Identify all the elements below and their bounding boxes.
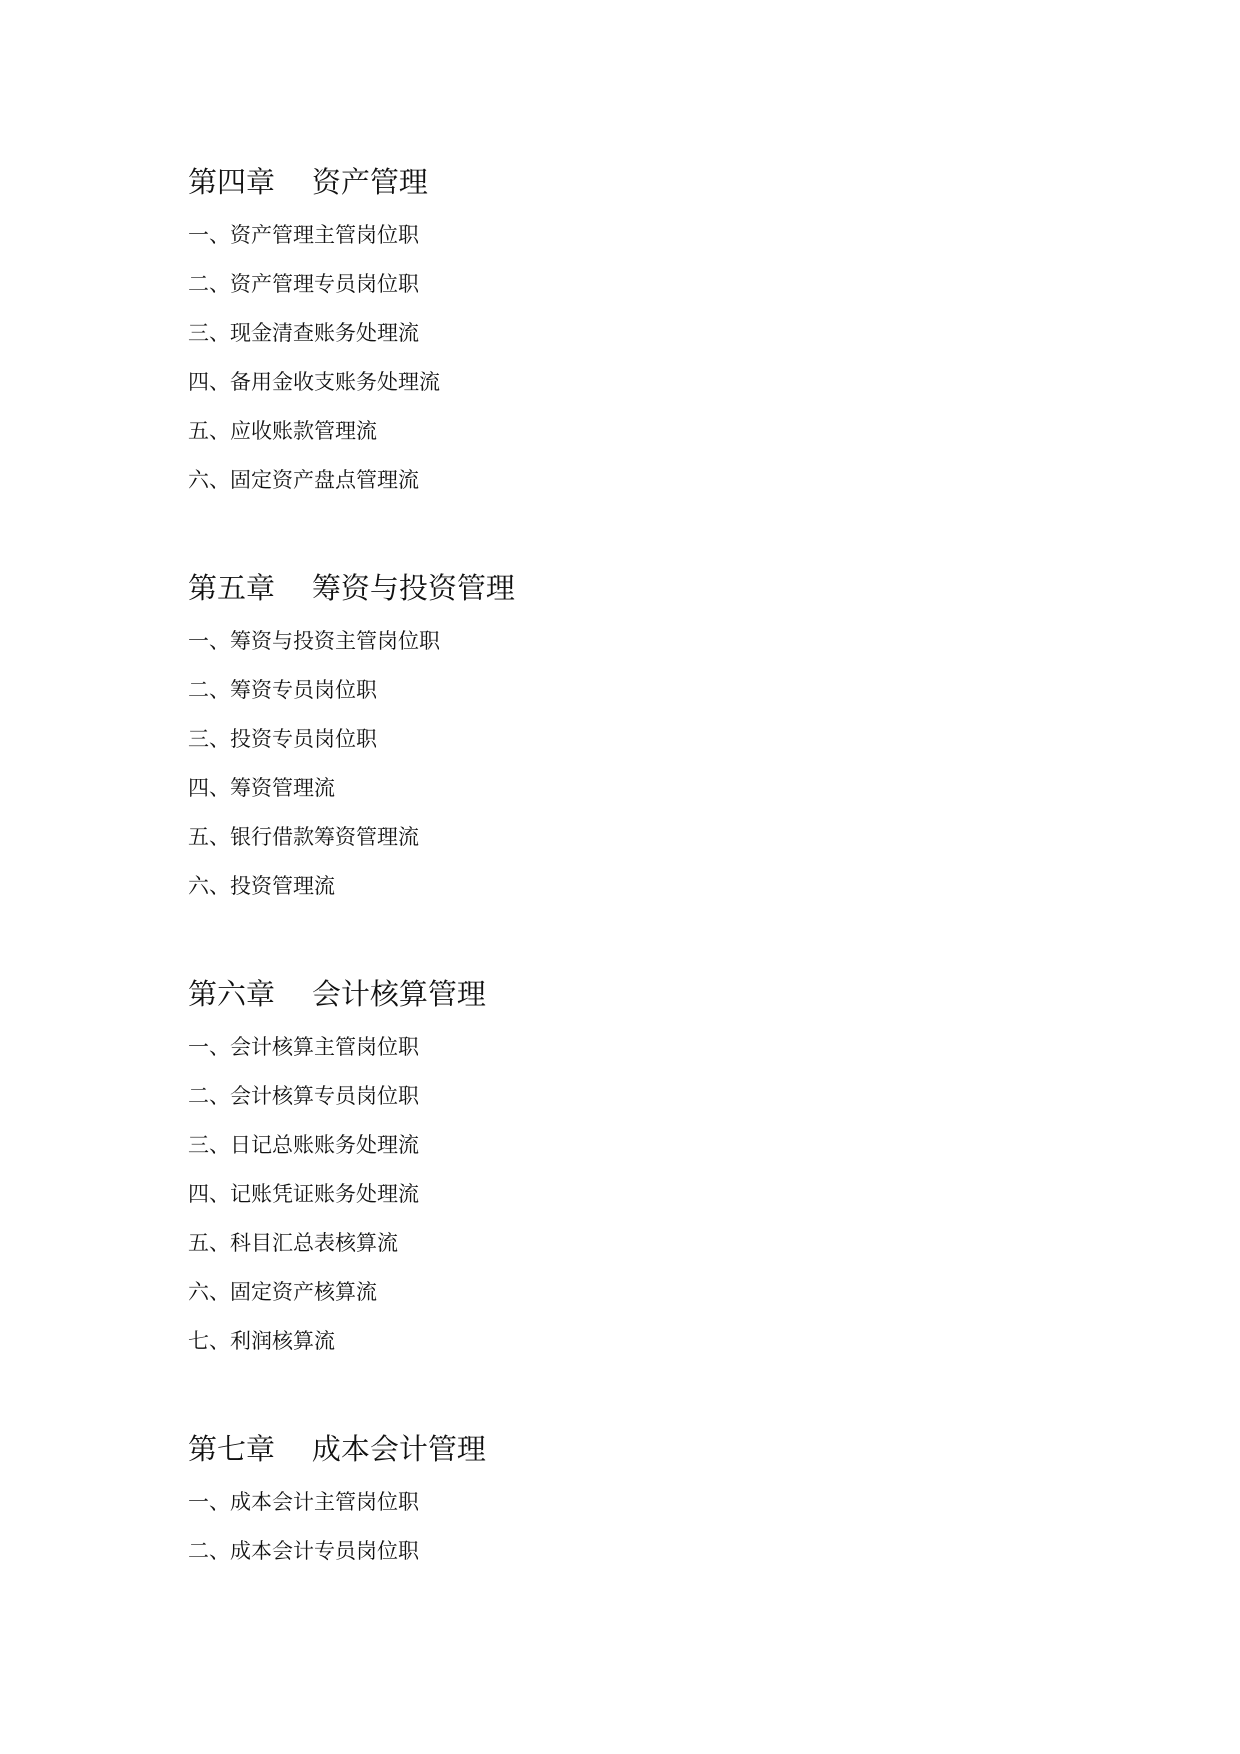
- item-number: 七、: [188, 1329, 230, 1353]
- chapter-item-list: [188, 627, 1088, 921]
- item-text: 记账凭证账务处理流: [230, 1182, 419, 1206]
- list-item: [188, 1180, 1088, 1229]
- item-number: 一、: [188, 1035, 230, 1059]
- item-number: 四、: [188, 1182, 230, 1206]
- item-number: 四、: [188, 776, 230, 800]
- item-number: 二、: [188, 1539, 230, 1563]
- chapter-title: 第四章 资产管理: [188, 165, 428, 199]
- item-number: 四、: [188, 370, 230, 394]
- item-text: 科目汇总表核算流: [230, 1231, 398, 1255]
- list-item: [188, 627, 1088, 676]
- item-text: 会计核算专员岗位职: [230, 1084, 419, 1108]
- item-text: 投资专员岗位职: [230, 727, 377, 751]
- chapter-item-list: [188, 221, 1088, 515]
- item-number: 一、: [188, 629, 230, 653]
- item-number: 三、: [188, 321, 230, 345]
- item-text: 筹资管理流: [230, 776, 335, 800]
- item-number: 五、: [188, 1231, 230, 1255]
- item-text: 成本会计主管岗位职: [230, 1490, 419, 1514]
- chapter-5: [188, 570, 1088, 921]
- item-number: 五、: [188, 419, 230, 443]
- list-item: [188, 319, 1088, 368]
- item-text: 投资管理流: [230, 874, 335, 898]
- item-number: 五、: [188, 825, 230, 849]
- item-text: 固定资产核算流: [230, 1280, 377, 1304]
- item-text: 筹资与投资主管岗位职: [230, 629, 440, 653]
- chapter-title: 第七章 成本会计管理: [188, 1432, 486, 1466]
- item-text: 筹资专员岗位职: [230, 678, 377, 702]
- list-item: [188, 1327, 1088, 1376]
- item-number: 六、: [188, 468, 230, 492]
- item-text: 备用金收支账务处理流: [230, 370, 440, 394]
- list-item: [188, 368, 1088, 417]
- list-item: [188, 1537, 1088, 1586]
- item-number: 三、: [188, 1133, 230, 1157]
- item-text: 固定资产盘点管理流: [230, 468, 419, 492]
- list-item: [188, 774, 1088, 823]
- list-item: [188, 725, 1088, 774]
- chapter-7: [188, 1431, 1088, 1586]
- list-item: [188, 1229, 1088, 1278]
- list-item: [188, 1131, 1088, 1180]
- chapter-4: [188, 164, 1088, 515]
- item-text: 利润核算流: [230, 1329, 335, 1353]
- item-text: 现金清查账务处理流: [230, 321, 419, 345]
- list-item: [188, 417, 1088, 466]
- item-number: 六、: [188, 1280, 230, 1304]
- chapter-item-list: [188, 1033, 1088, 1376]
- item-text: 会计核算主管岗位职: [230, 1035, 419, 1059]
- list-item: [188, 872, 1088, 921]
- item-text: 银行借款筹资管理流: [230, 825, 419, 849]
- list-item: [188, 1033, 1088, 1082]
- chapter-6: [188, 976, 1088, 1376]
- item-number: 六、: [188, 874, 230, 898]
- item-number: 二、: [188, 272, 230, 296]
- item-number: 一、: [188, 1490, 230, 1514]
- list-item: [188, 676, 1088, 725]
- list-item: [188, 823, 1088, 872]
- list-item: [188, 466, 1088, 515]
- chapter-title: 第六章 会计核算管理: [188, 977, 486, 1011]
- item-number: 一、: [188, 223, 230, 247]
- item-text: 资产管理专员岗位职: [230, 272, 419, 296]
- list-item: [188, 221, 1088, 270]
- list-item: [188, 270, 1088, 319]
- item-text: 成本会计专员岗位职: [230, 1539, 419, 1563]
- item-text: 资产管理主管岗位职: [230, 223, 419, 247]
- item-text: 日记总账账务处理流: [230, 1133, 419, 1157]
- item-number: 二、: [188, 1084, 230, 1108]
- item-number: 二、: [188, 678, 230, 702]
- list-item: [188, 1278, 1088, 1327]
- item-text: 应收账款管理流: [230, 419, 377, 443]
- chapter-item-list: [188, 1488, 1088, 1586]
- item-number: 三、: [188, 727, 230, 751]
- list-item: [188, 1082, 1088, 1131]
- list-item: [188, 1488, 1088, 1537]
- chapter-title: 第五章 筹资与投资管理: [188, 571, 515, 605]
